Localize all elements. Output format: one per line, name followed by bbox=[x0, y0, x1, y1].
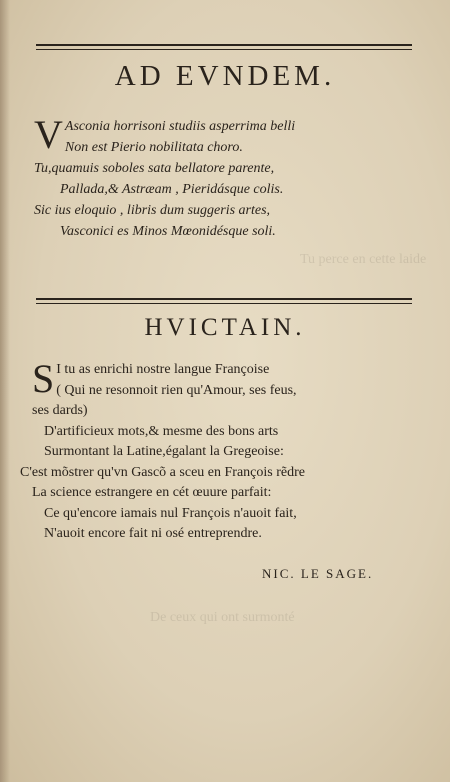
poem-line: Vasconici es Minos Mœonidésque soli. bbox=[60, 224, 276, 239]
page-gutter-shadow bbox=[0, 0, 10, 782]
poem-line: ( Qui ne resonnoit rien qu'Amour, ses feus, bbox=[56, 382, 297, 398]
section-heading: HVICTAIN. bbox=[144, 314, 306, 341]
poem-line: Surmontant la Latine,égalant la Gregeoise: bbox=[44, 444, 284, 459]
top-rule bbox=[36, 44, 412, 50]
middle-rule bbox=[36, 298, 412, 304]
poem-line: N'auoit encore fait ni osé entreprendre. bbox=[44, 526, 262, 541]
show-through-text: Tu perce en cette laide bbox=[300, 252, 427, 267]
poem-line: Ce qu'encore iamais nul François n'auoit fait, bbox=[44, 505, 297, 521]
latin-dropcap: V bbox=[34, 112, 63, 157]
huictain-poem bbox=[20, 356, 412, 545]
poem-line: Sic ius eloquio , libris dum suggeris artes, bbox=[34, 203, 271, 218]
poem-line: Pallada,& Astræam , Pieridásque colis. bbox=[60, 182, 284, 197]
signature: NIC. LE SAGE. bbox=[262, 566, 374, 581]
poem-line: Tu,quamuis soboles sata bellatore parente, bbox=[34, 161, 275, 176]
poem-line: I tu as enrichi nostre langue Françoise bbox=[56, 362, 270, 377]
show-through-text: De ceux qui ont surmonté bbox=[150, 610, 295, 625]
poem-line: ses dards) bbox=[32, 403, 88, 418]
poem-line: D'artificieux mots,& mesme des bons arts bbox=[44, 423, 279, 439]
poem-line: C'est mõstrer qu'vn Gascõ a sceu en François rẽdre bbox=[20, 464, 305, 480]
poem-line: La science estrangere en cét œuure parfait: bbox=[32, 485, 272, 500]
poem-line: Asconia horrisoni studiis asperrima belli bbox=[64, 119, 296, 134]
huictain-dropcap: S bbox=[32, 356, 55, 401]
poem-heading: AD EVNDEM. bbox=[114, 60, 336, 92]
latin-poem bbox=[34, 112, 394, 242]
poem-line: Non est Pierio nobilitata choro. bbox=[64, 140, 243, 155]
